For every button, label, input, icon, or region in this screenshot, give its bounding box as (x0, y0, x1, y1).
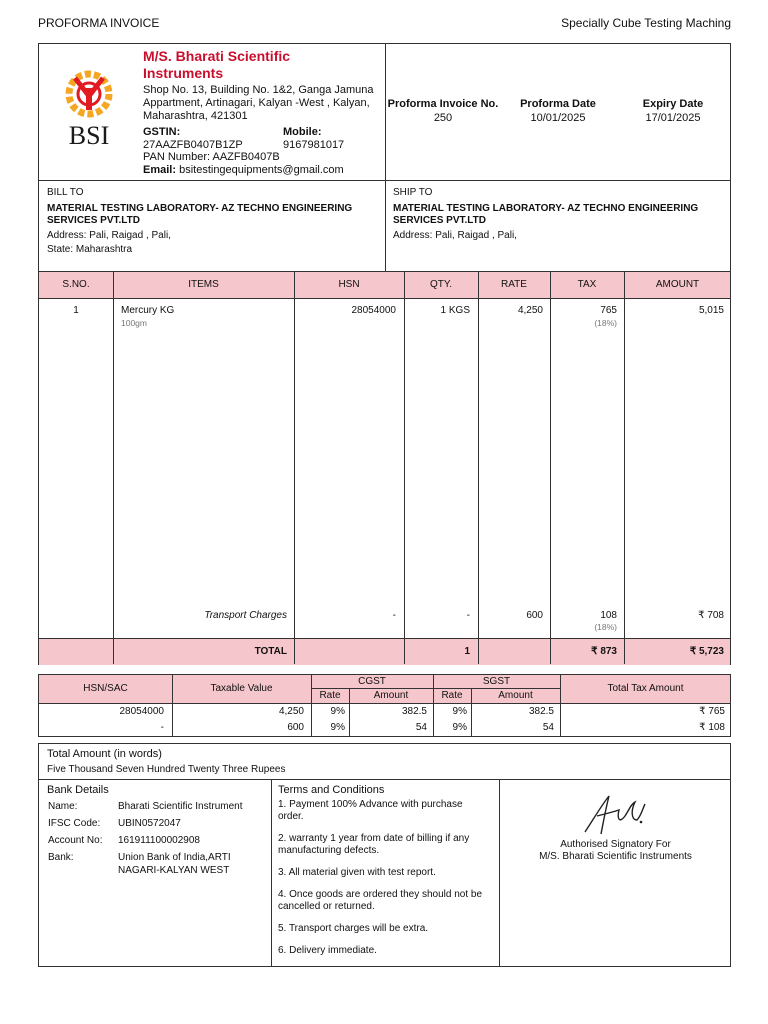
transport-tax: 108 (600, 610, 617, 621)
tax-row2-cgst-amount: 54 (415, 722, 427, 733)
ship-to-name (393, 203, 729, 227)
mobile-label: Mobile: (283, 126, 322, 138)
amount-words-value: Five Thousand Seven Hundred Twenty Three Rupees (47, 764, 286, 775)
terms-label: Terms and Conditions (278, 784, 385, 796)
email-label: Email: (143, 164, 177, 176)
logo-text: BSI (68, 121, 110, 150)
address-line-2: Appartment, Artinagari, Kalyan -West , Kalyan, (143, 97, 370, 109)
total-label: TOTAL (254, 646, 287, 657)
term-1-line2: order. (278, 811, 304, 822)
term-4-line1: 4. Once goods are ordered they should not be (278, 889, 483, 900)
tax-row2-sgst-amount: 54 (542, 722, 554, 733)
tax-col-sgst-amount: Amount (498, 690, 533, 701)
seller-name (143, 48, 290, 82)
expiry-date-label: Expiry Date (642, 98, 704, 110)
bank-name-value: Bharati Scientific Instrument (118, 801, 243, 812)
mobile-value: 9167981017 (283, 139, 345, 151)
tax-row2-taxable: 600 (287, 722, 304, 733)
bank-value (117, 848, 244, 878)
email (143, 164, 344, 176)
bank-value-line2: NAGARI-KALYAN WEST (118, 865, 230, 876)
tax-col-hsn: HSN/SAC (83, 683, 128, 694)
col-qty: QTY. (429, 279, 453, 290)
signature-image (579, 786, 659, 842)
tax-row1-cgst-rate: 9% (330, 706, 345, 717)
terms-and-conditions (278, 784, 496, 957)
invoice-number: 250 (433, 112, 453, 124)
signatory-line2: M/S. Bharati Scientific Instruments (539, 851, 692, 862)
tax-col-total: Total Tax Amount (607, 683, 684, 694)
bill-to-address: Address: Pali, Raigad , Pali, (47, 230, 171, 241)
tax-row1-total: ₹ 765 (699, 706, 725, 717)
bill-to-label: BILL TO (47, 187, 84, 198)
transport-rate: 600 (526, 610, 543, 621)
row1-rate: 4,250 (517, 305, 543, 316)
bank-key: Bank: (48, 852, 74, 863)
footer-section (38, 779, 731, 967)
tax-row1-hsn: 28054000 (119, 706, 164, 717)
tax-col-taxable: Taxable Value (210, 683, 273, 694)
items-table (38, 271, 731, 665)
ship-to (393, 187, 729, 241)
transport-amount: ₹ 708 (698, 610, 724, 621)
gstin-label: GSTIN: (143, 126, 181, 138)
seller-name-line2: Instruments (143, 65, 224, 81)
gstin-value: 27AAZFB0407B1ZP (143, 139, 243, 151)
term-4-line2: cancelled or returned. (278, 901, 375, 912)
tax-row2-sgst-rate: 9% (452, 722, 467, 733)
col-sno: S.NO. (62, 279, 90, 290)
ship-to-label: SHIP TO (393, 187, 433, 198)
amount-words-label: Total Amount (in words) (47, 748, 162, 760)
tax-row1-taxable: 4,250 (278, 706, 304, 717)
account-key: Account No: (48, 835, 103, 846)
seller-address (143, 84, 374, 123)
col-hsn: HSN (338, 279, 360, 290)
bill-to (47, 187, 383, 255)
invoice-number-block (387, 98, 499, 124)
amount-in-words (38, 743, 731, 780)
transport-qty: - (466, 610, 470, 621)
bill-to-name-line2: SERVICES PVT.LTD (47, 215, 140, 226)
email-value: bsitestingequipments@gmail.com (179, 164, 344, 176)
bsi-logo (57, 66, 121, 150)
tax-col-sgst-rate: Rate (441, 690, 463, 701)
tax-summary-table (38, 674, 731, 737)
seller-section (38, 43, 731, 181)
ifsc-key: IFSC Code: (48, 818, 101, 829)
term-3: 3. All material given with test report. (278, 867, 436, 878)
term-1-line1: 1. Payment 100% Advance with purchase (278, 799, 463, 810)
address-line-3: Maharashtra, 421301 (143, 110, 248, 122)
seller-name-line1: M/S. Bharati Scientific (143, 48, 291, 64)
transport-tax-pct: (18%) (594, 622, 617, 632)
ship-to-address: Address: Pali, Raigad , Pali, (393, 230, 517, 241)
row1-qty: 1 KGS (440, 305, 470, 316)
tax-col-cgst-amount: Amount (373, 690, 409, 701)
ship-to-name-line2: SERVICES PVT.LTD (393, 215, 486, 226)
col-items: ITEMS (188, 279, 219, 290)
total-qty: 1 (464, 646, 470, 657)
term-2-line1: 2. warranty 1 year from date of billing if any (278, 833, 470, 844)
tax-row1-sgst-rate: 9% (452, 706, 467, 717)
row1-hsn: 28054000 (351, 305, 396, 316)
row1-tax: 765 (600, 305, 617, 316)
bank-details (47, 784, 269, 878)
transport-hsn: - (392, 610, 396, 621)
tax-col-sgst: SGST (482, 676, 511, 687)
expiry-date: 17/01/2025 (645, 112, 701, 124)
signatory (500, 839, 731, 863)
bill-to-state: State: Maharashtra (47, 244, 133, 255)
bank-details-table (47, 799, 244, 878)
row1-tax-pct: (18%) (594, 318, 617, 328)
row1-item-desc: 100gm (121, 318, 147, 328)
document-subject: Specially Cube Testing Maching (561, 16, 731, 30)
row1-item: Mercury KG (121, 305, 175, 316)
total-tax: ₹ 873 (591, 646, 617, 657)
tax-col-cgst-rate: Rate (319, 690, 341, 701)
term-2-line2: manufacturing defects. (278, 845, 380, 856)
tax-row2-hsn: - (160, 722, 164, 733)
row1-sno: 1 (73, 305, 79, 316)
ship-to-name-line1: MATERIAL TESTING LABORATORY- AZ TECHNO ENGINEERING (393, 203, 699, 214)
tax-row1-cgst-amount: 382.5 (401, 706, 427, 717)
document-title: PROFORMA INVOICE (38, 16, 160, 30)
invoice-number-label: Proforma Invoice No. (387, 98, 499, 110)
row1-amount: 5,015 (698, 305, 724, 316)
term-5: 5. Transport charges will be extra. (278, 923, 429, 934)
expiry-date-block (623, 98, 723, 124)
invoice-date: 10/01/2025 (530, 112, 586, 124)
bank-value-line1: Union Bank of India,ARTI (118, 852, 231, 863)
invoice-date-block (505, 98, 611, 124)
col-rate: RATE (501, 279, 527, 290)
bank-details-label: Bank Details (47, 784, 109, 796)
tax-row2-cgst-rate: 9% (330, 722, 345, 733)
tax-col-cgst: CGST (358, 676, 386, 687)
bill-to-name-line1: MATERIAL TESTING LABORATORY- AZ TECHNO ENGINEERING (47, 203, 353, 214)
total-amount: ₹ 5,723 (689, 646, 724, 657)
account-value: 161911100002908 (118, 835, 200, 846)
address-line-1: Shop No. 13, Building No. 1&2, Ganga Jamuna (143, 84, 374, 96)
tax-row1-sgst-amount: 382.5 (528, 706, 554, 717)
ifsc-value: UBIN0572047 (118, 818, 181, 829)
pan-number: PAN Number: AAZFB0407B (143, 151, 280, 163)
address-section (38, 180, 731, 272)
term-6: 6. Delivery immediate. (278, 945, 377, 956)
transport-label: Transport Charges (204, 610, 287, 621)
col-tax: TAX (577, 279, 597, 290)
invoice-date-label: Proforma Date (520, 98, 596, 110)
signatory-line1: Authorised Signatory For (560, 839, 671, 850)
bank-name-key: Name: (48, 801, 78, 812)
col-amount: AMOUNT (655, 279, 700, 290)
bill-to-name (47, 203, 383, 227)
tax-row2-total: ₹ 108 (699, 722, 725, 733)
